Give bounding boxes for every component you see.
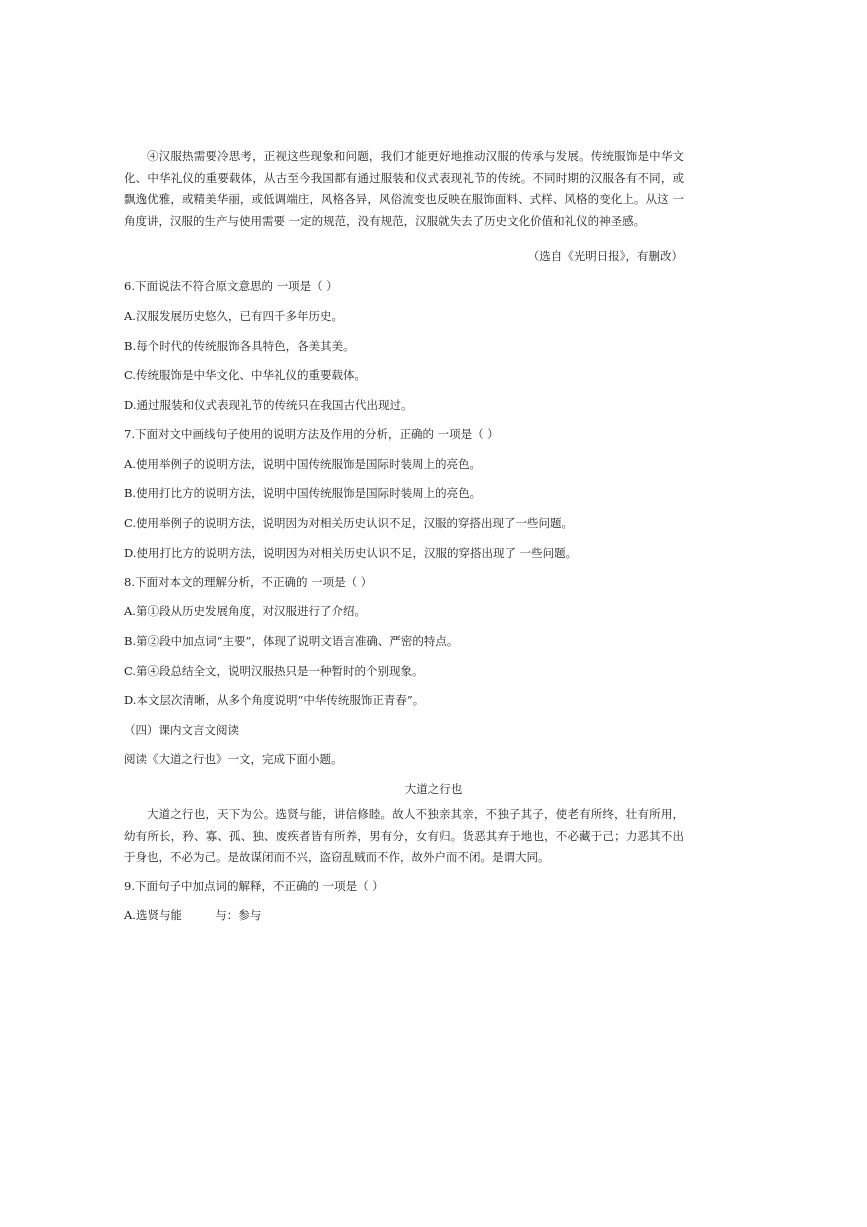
passage-source: （选自《光明日报》，有删改）: [527, 249, 683, 263]
question-6-option-d[interactable]: D.通过服装和仪式表现礼节的传统只在我国古代出现过。: [124, 398, 413, 412]
classical-text-body: 大道之行也，天下为公。选贤与能，讲信修睦。故人不独亲其亲，不独子其子，使老有所终，壮有所用，幼有所长，矜、寡、孤、独、废疾者皆有所养，男有分，女有归。货恶其弃于地也，不必藏于己；力恶其不出于身也，不必为己。是故谋闭而不兴，盗窃乱贼而不作，故外户而不闭。是谓大同。: [124, 807, 684, 864]
question-9-option-a-gloss: 与：参与: [215, 908, 262, 922]
question-7-option-c[interactable]: C.使用举例子的说明方法，说明因为对相关历史认识不足，汉服的穿搭出现了一些问题。: [124, 516, 574, 530]
question-6-option-a[interactable]: A.汉服发展历史悠久，已有四千多年历史。: [124, 309, 343, 323]
question-9-stem: 9.下面句子中加点词的解释，不正确的 一项是（ ）: [124, 879, 384, 893]
question-6-option-c[interactable]: C.传统服饰是中华文化、中华礼仪的重要载体。: [124, 368, 367, 382]
classical-text-title: 大道之行也: [404, 782, 463, 796]
question-6-stem: 6.下面说法不符合原文意思的 一项是（ ）: [124, 279, 338, 293]
section-4-heading: （四）课内文言文阅读: [124, 723, 239, 737]
question-8-option-b[interactable]: B.第②段中加点词“主要”，体现了说明文语言准确、严密的特点。: [124, 634, 459, 648]
section-4-instruction: 阅读《大道之行也》一文，完成下面小题。: [124, 752, 343, 766]
question-7-option-d[interactable]: D.使用打比方的说明方法，说明因为对相关历史认识不足，汉服的穿搭出现了 一些问题。: [124, 546, 578, 560]
question-6-option-b[interactable]: B.每个时代的传统服饰各具特色，各美其美。: [124, 339, 355, 353]
question-7-stem: 7.下面对文中画线句子使用的说明方法及作用的分析，正确的 一项是（ ）: [124, 427, 499, 441]
question-8-option-a[interactable]: A.第①段从历史发展角度，对汉服进行了介绍。: [124, 604, 366, 618]
question-9-option-a[interactable]: [124, 907, 261, 923]
question-8-option-c[interactable]: C.第④段总结全文，说明汉服热只是一种暂时的个别现象。: [124, 664, 424, 678]
passage-paragraph-4: ④汉服热需要冷思考，正视这些现象和问题，我们才能更好地推动汉服的传承与发展。传统服饰是中华文化、中华礼仪的重要载体，从古至今我国都有通过服装和仪式表现礼节的传统。不同时期的汉服各有不同，或飘逸优雅，或精美华丽，或低调端庄，风格各异，风俗流变也反映在服饰面料、式样、风格的变化上。从这 一角度讲，汉服的生产与使用需要 一定的规范，没有规范，汉服就失去了历史文化价值和礼仪的神圣感。: [124, 149, 684, 228]
question-8-stem: 8.下面对本文的理解分析，不正确的 一项是（ ）: [124, 575, 373, 589]
question-7-option-a[interactable]: A.使用举例子的说明方法，说明中国传统服饰是国际时装周上的亮色。: [124, 457, 481, 471]
question-9-option-a-phrase: A.选贤与能: [124, 908, 182, 922]
question-8-option-d[interactable]: D.本文层次清晰，从多个角度说明“中华传统服饰正青春”。: [124, 693, 425, 707]
question-7-option-b[interactable]: B.使用打比方的说明方法，说明中国传统服饰是国际时装周上的亮色。: [124, 486, 482, 500]
